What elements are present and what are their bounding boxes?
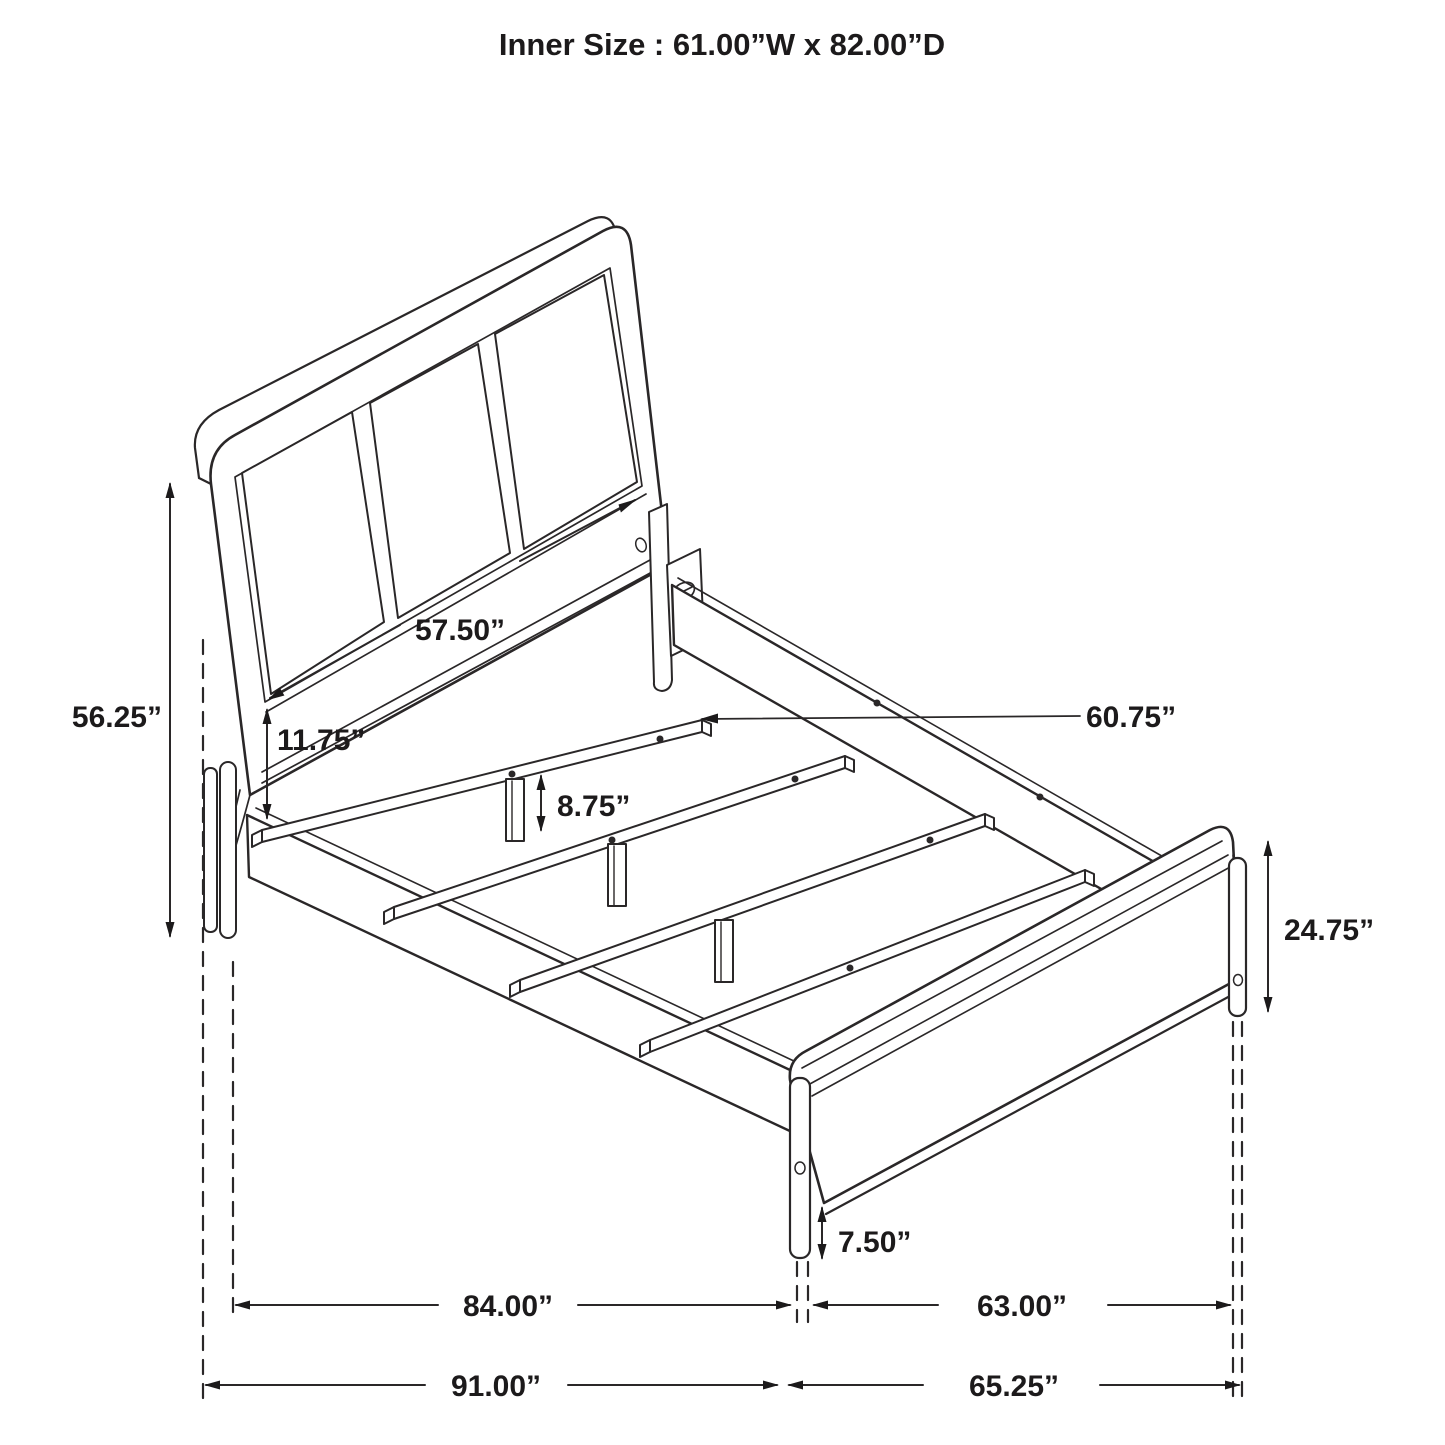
label-headboard-width: 57.50”	[414, 614, 506, 647]
label-support-leg-height: 8.75”	[557, 790, 631, 823]
right-side-rail	[672, 578, 1207, 918]
label-overall-width: 65.25”	[968, 1370, 1060, 1403]
label-overall-height: 56.25”	[71, 701, 162, 734]
label-slat-width: 60.75”	[1086, 701, 1177, 734]
left-side-rail	[247, 808, 796, 1132]
dim-footboard-height	[1264, 840, 1273, 1013]
label-footboard-rail-clearance: 7.50”	[838, 1226, 912, 1259]
label-footboard-span: 63.00”	[976, 1290, 1068, 1323]
label-inner-frame-length: 84.00”	[462, 1290, 554, 1323]
label-overall-length: 91.00”	[450, 1370, 542, 1403]
dim-overall-height	[166, 482, 175, 938]
footboard	[790, 827, 1243, 1214]
label-footboard-height: 24.75”	[1284, 914, 1375, 947]
headboard	[195, 217, 668, 872]
label-headboard-panel-to-rail: 11.75”	[277, 724, 366, 757]
dim-support-leg-height	[537, 774, 546, 832]
headboard-legs	[204, 762, 236, 938]
diagram-title: Inner Size : 61.00”W x 82.00”D	[498, 27, 946, 62]
